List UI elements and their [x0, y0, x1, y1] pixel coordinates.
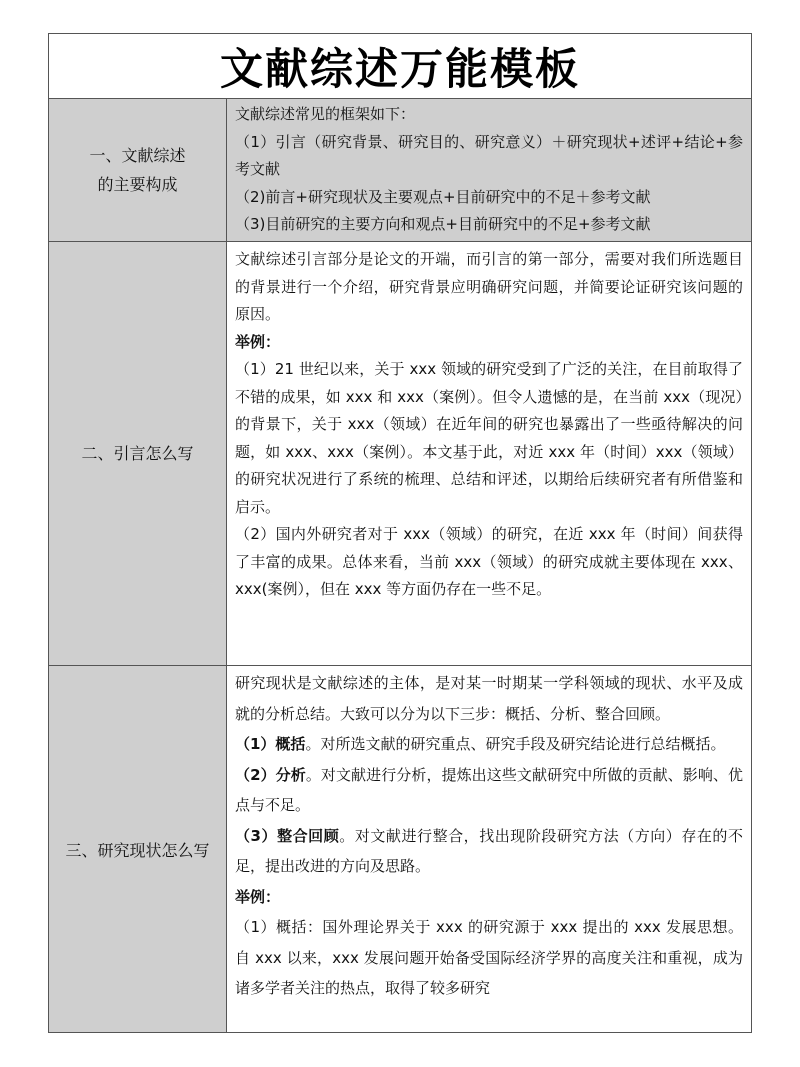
step-text: 。对文献进行分析，提炼出这些文献研究中所做的贡献、影响、优点与不足。 [235, 765, 743, 814]
section-research-status [49, 666, 751, 1033]
content-line: （1）引言（研究背景、研究目的、研究意义）＋研究现状+述评+结论+参考文献 [235, 132, 743, 179]
section-label-line: 一、文献综述 [89, 146, 186, 165]
example-paragraph: （1）21 世纪以来，关于 xxx 领域的研究受到了广泛的关注，在目前取得了不错的成果，如 xxx 和 xxx（案例）。但令人遗憾的是，在当前 xxx（现况）的背景下，关于 xxx（领域）在近年间的研究也暴露出了一些亟待解决的问题，如 xxx、xxx（案例）。本文基于此，对近 xxx 年（时间）xxx（领域）的研究状况进行了系统的梳理、总结和评述，以期给后续研究者有所借鉴和启示。 [235, 360, 743, 516]
section-composition [49, 99, 751, 242]
section-content [227, 242, 751, 665]
section-label-line: 的主要构成 [97, 175, 178, 194]
step-text: 。对文献进行整合，找出现阶段研究方法（方向）存在的不足，提出改进的方向及思路。 [235, 826, 743, 875]
content-paragraph: 研究现状是文献综述的主体，是对某一时期某一学科领域的现状、水平及成就的分析总结。大致可以分为以下三步：概括、分析、整合回顾。 [235, 674, 743, 723]
template-table [48, 33, 752, 1033]
step-title: （3）整合回顾 [235, 826, 340, 845]
content-line: （3)目前研究的主要方向和观点+目前研究中的不足+参考文献 [235, 215, 651, 234]
example-paragraph: （2）国内外研究者对于 xxx（领域）的研究，在近 xxx 年（时间）间获得了丰富的成果。总体来看，当前 xxx（领域）的研究成就主要体现在 xxx、xxx(案例），但在 xxx 等方面仍存在一些不足。 [235, 525, 743, 598]
step-paragraph [235, 729, 743, 760]
section-label: 三、研究现状怎么写 [49, 666, 227, 1033]
section-content [227, 99, 751, 241]
example-heading: 举例： [235, 887, 281, 906]
example-heading: 举例： [235, 332, 281, 351]
page-title: 文献综述万能模板 [220, 44, 580, 95]
content-line: 文献综述常见的框架如下： [235, 105, 416, 123]
example-paragraph: （1）概括：国外理论界关于 xxx 的研究源于 xxx 提出的 xxx 发展思想。自 xxx 以来，xxx 发展问题开始备受国际经济学界的高度关注和重视，成为诸多学者关注的热点，取得了较多研究 [235, 918, 743, 997]
step-paragraph [235, 760, 743, 821]
step-title: （2）分析 [235, 765, 306, 784]
section-label [49, 99, 227, 241]
content-paragraph: 文献综述引言部分是论文的开端，而引言的第一部分，需要对我们所选题目的背景进行一个介绍，研究背景应明确研究问题，并简要论证研究该问题的原因。 [235, 250, 743, 323]
section-introduction [49, 242, 751, 666]
section-content [227, 666, 751, 1033]
content-line: （2)前言+研究现状及主要观点+目前研究中的不足＋参考文献 [235, 187, 651, 206]
section-label: 二、引言怎么写 [49, 242, 227, 665]
title-row [49, 34, 751, 99]
step-title: （1）概括 [235, 735, 306, 753]
step-text: 。对所选文献的研究重点、研究手段及研究结论进行总结概括。 [305, 735, 726, 753]
step-paragraph [235, 821, 743, 882]
